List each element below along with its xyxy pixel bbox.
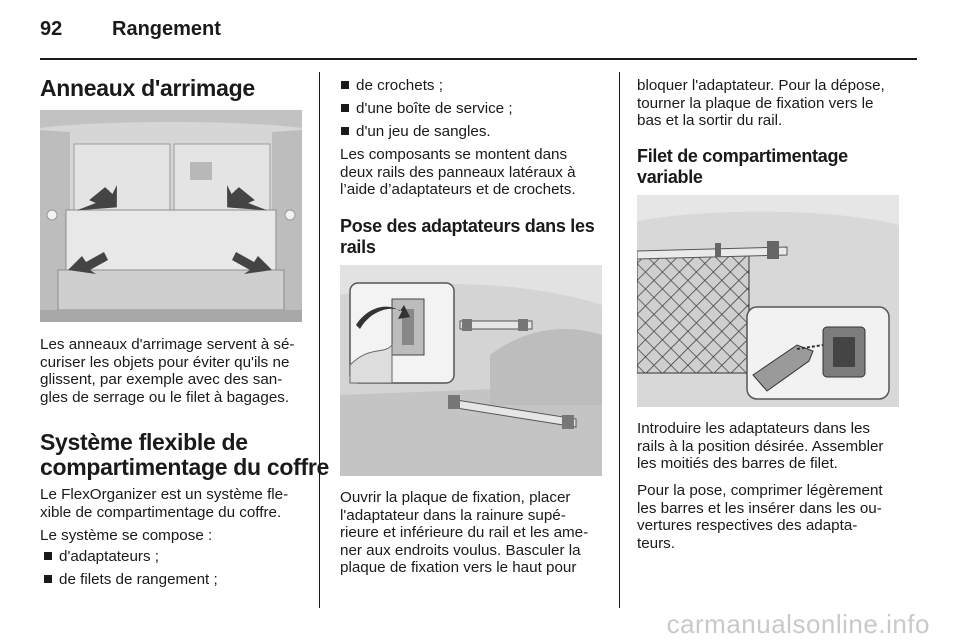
list-item: de filets de rangement ; <box>44 571 218 589</box>
paragraph-adapter-steps: Ouvrir la plaque de fixation, placer l'adaptateur dans la rainure supé- rieure et inférieure du rail et les ame- ner aux endroits voulus. Basculer la plaque de fixation vers le haut pour <box>340 489 589 576</box>
page-number: 92 <box>40 18 63 40</box>
paragraph-adapter-lock: bloquer l'adaptateur. Pour la dépose, tourner la plaque de fixation vers le bas et la sortir du rail. <box>637 77 885 129</box>
list-item: de crochets ; <box>341 77 443 95</box>
header-rule <box>40 58 917 60</box>
paragraph-composition: Le système se compose : <box>40 527 213 544</box>
figure-trunk-rings <box>40 110 302 322</box>
variable-net-illustration <box>637 195 899 407</box>
figure-variable-net <box>637 195 899 407</box>
paragraph-net-assembly: Introduire les adaptateurs dans les rails à la position désirée. Assembler les moitiés des barres de filet. <box>637 420 884 472</box>
watermark: carmanualsonline.info <box>666 609 930 639</box>
trunk-rings-illustration <box>40 110 302 322</box>
heading-adapter-installation: Pose des adaptateurs dans les rails <box>340 216 595 257</box>
page-header <box>0 0 960 58</box>
heading-tie-down-rings: Anneaux d'arrimage <box>40 75 255 101</box>
adapter-rails-illustration <box>340 265 602 476</box>
paragraph-rings-purpose: Les anneaux d'arrimage servent à sé- curiser les objets pour éviter qu'ils ne glissent, par exemple avec des san- gles de serrage ou le filet à bagages. <box>40 336 295 406</box>
heading-variable-net: Filet de compartimentage variable <box>637 146 848 187</box>
list-item: d'adaptateurs ; <box>44 548 159 566</box>
section-title: Rangement <box>112 18 221 40</box>
paragraph-components: Les composants se montent dans deux rails des panneaux latéraux à l’aide d’adaptateurs et de crochets. <box>340 146 576 198</box>
list-item: d'un jeu de sangles. <box>341 123 491 141</box>
figure-adapter-rails <box>340 265 602 476</box>
heading-flexible-system: Système flexible de compartimentage du coffre <box>40 429 329 480</box>
column-divider-1 <box>319 72 320 608</box>
paragraph-net-installation: Pour la pose, comprimer légèrement les barres et les insérer dans les ou- vertures respectives des adapta- teurs. <box>637 482 883 552</box>
list-item: d'une boîte de service ; <box>341 100 513 118</box>
paragraph-flexorganizer: Le FlexOrganizer est un système fle- xible de compartimentage du coffre. <box>40 486 289 521</box>
column-divider-2 <box>619 72 620 608</box>
